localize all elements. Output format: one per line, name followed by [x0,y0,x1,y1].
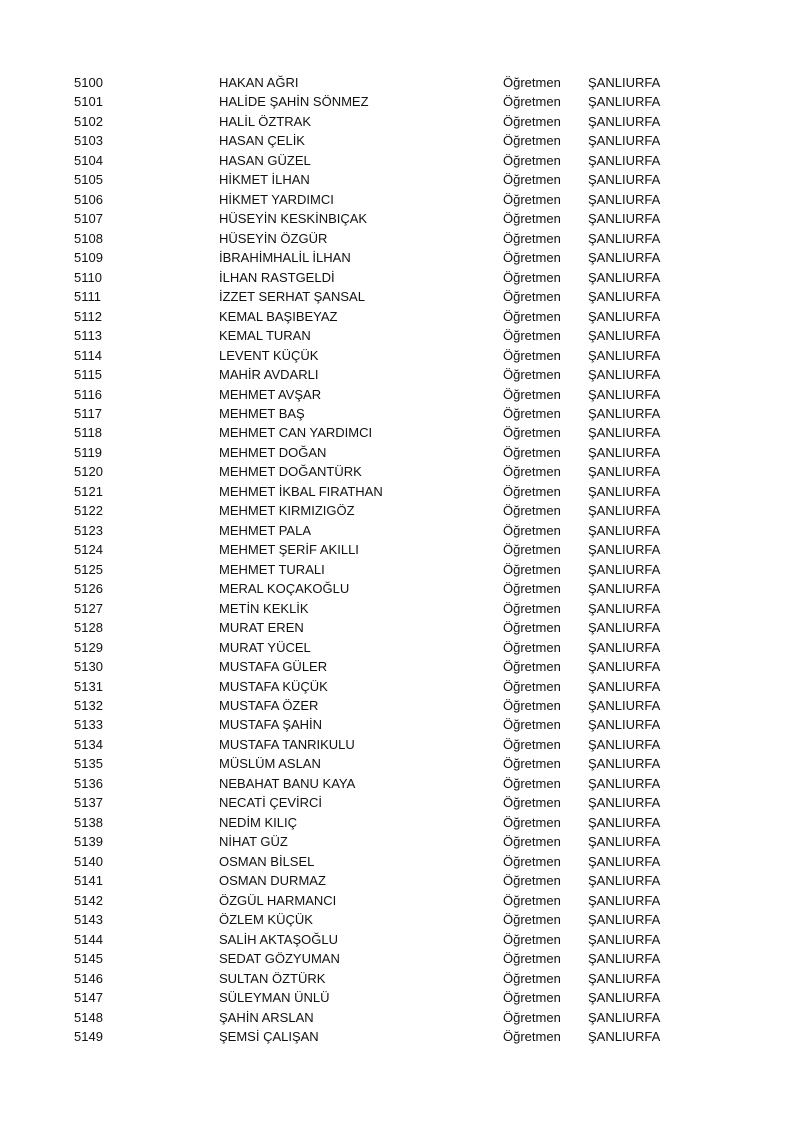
list-row [0,170,800,189]
person-city: ŞANLIURFA [588,444,661,460]
list-row [0,346,800,365]
person-role: Öğretmen [503,308,561,324]
person-name: ÖZLEM KÜÇÜK [219,912,313,928]
list-row [0,813,800,832]
person-role: Öğretmen [503,892,561,908]
person-city: ŞANLIURFA [588,522,661,538]
row-number: 5131 [74,678,103,694]
row-number: 5124 [74,542,103,558]
person-city: ŞANLIURFA [588,912,661,928]
person-name: NİHAT GÜZ [219,834,288,850]
person-name: MEHMET DOĞAN [219,444,327,460]
row-number: 5143 [74,912,103,928]
person-name: ŞAHİN ARSLAN [219,1009,314,1025]
list-row [0,268,800,287]
row-number: 5106 [74,191,103,207]
person-city: ŞANLIURFA [588,386,661,402]
person-role: Öğretmen [503,561,561,577]
person-name: MEHMET KIRMIZIGÖZ [219,503,355,519]
person-role: Öğretmen [503,172,561,188]
person-role: Öğretmen [503,522,561,538]
person-name: MAHİR AVDARLI [219,367,319,383]
person-city: ŞANLIURFA [588,931,661,947]
person-city: ŞANLIURFA [588,191,661,207]
list-row [0,112,800,131]
list-row [0,677,800,696]
person-role: Öğretmen [503,250,561,266]
row-number: 5100 [74,75,103,90]
person-role: Öğretmen [503,756,561,772]
row-number: 5107 [74,211,103,227]
list-row [0,229,800,248]
row-number: 5111 [74,289,101,305]
person-role: Öğretmen [503,444,561,460]
person-city: ŞANLIURFA [588,211,661,227]
person-role: Öğretmen [503,775,561,791]
list-row [0,969,800,988]
row-number: 5126 [74,581,103,597]
list-row [0,404,800,423]
person-role: Öğretmen [503,347,561,363]
list-row [0,1027,800,1046]
person-name: SÜLEYMAN ÜNLÜ [219,990,330,1006]
person-city: ŞANLIURFA [588,892,661,908]
person-role: Öğretmen [503,94,561,110]
list-row [0,190,800,209]
person-city: ŞANLIURFA [588,717,661,733]
row-number: 5123 [74,522,103,538]
person-city: ŞANLIURFA [588,269,661,285]
person-role: Öğretmen [503,542,561,558]
person-name: ÖZGÜL HARMANCI [219,892,337,908]
person-role: Öğretmen [503,717,561,733]
person-role: Öğretmen [503,367,561,383]
person-name: LEVENT KÜÇÜK [219,347,319,363]
list-row [0,482,800,501]
person-name: SALİH AKTAŞOĞLU [219,931,338,947]
row-number: 5144 [74,931,103,947]
row-number: 5116 [74,386,102,402]
row-number: 5138 [74,814,103,830]
person-name: NECATİ ÇEVİRCİ [219,795,323,811]
person-city: ŞANLIURFA [588,639,661,655]
list-row [0,307,800,326]
list-row [0,638,800,657]
person-role: Öğretmen [503,503,561,519]
row-number: 5117 [74,405,102,421]
person-role: Öğretmen [503,970,561,986]
row-number: 5102 [74,113,103,129]
person-name: MEHMET CAN YARDIMCI [219,425,373,441]
person-role: Öğretmen [503,386,561,402]
person-city: ŞANLIURFA [588,853,661,869]
row-number: 5103 [74,133,103,149]
person-role: Öğretmen [503,191,561,207]
person-city: ŞANLIURFA [588,873,661,889]
row-number: 5148 [74,1009,103,1025]
person-role: Öğretmen [503,639,561,655]
person-city: ŞANLIURFA [588,1009,661,1025]
person-name: KEMAL TURAN [219,328,311,344]
list-row [0,92,800,111]
list-row [0,73,800,92]
person-role: Öğretmen [503,113,561,129]
person-name: HAKAN AĞRI [219,75,299,90]
person-city: ŞANLIURFA [588,756,661,772]
list-row [0,1008,800,1027]
list-row [0,852,800,871]
person-role: Öğretmen [503,211,561,227]
row-number: 5115 [74,367,102,383]
list-row [0,988,800,1007]
row-number: 5112 [74,308,102,324]
list-row [0,462,800,481]
list-row [0,696,800,715]
person-city: ŞANLIURFA [588,990,661,1006]
person-role: Öğretmen [503,483,561,499]
person-name: NEBAHAT BANU KAYA [219,775,356,791]
person-name: NEDİM KILIÇ [219,814,298,830]
person-city: ŞANLIURFA [588,367,661,383]
person-role: Öğretmen [503,600,561,616]
list-row [0,599,800,618]
person-city: ŞANLIURFA [588,172,661,188]
list-row [0,715,800,734]
person-city: ŞANLIURFA [588,483,661,499]
person-city: ŞANLIURFA [588,113,661,129]
row-number: 5125 [74,561,103,577]
person-role: Öğretmen [503,912,561,928]
list-row [0,443,800,462]
list-row [0,209,800,228]
person-city: ŞANLIURFA [588,230,661,246]
person-role: Öğretmen [503,328,561,344]
person-city: ŞANLIURFA [588,970,661,986]
person-name: METİN KEKLİK [219,600,309,616]
person-city: ŞANLIURFA [588,775,661,791]
row-number: 5109 [74,250,103,266]
row-number: 5149 [74,1028,103,1044]
person-role: Öğretmen [503,834,561,850]
row-number: 5145 [74,951,103,967]
person-name: OSMAN BİLSEL [219,853,315,869]
list-row [0,891,800,910]
person-city: ŞANLIURFA [588,795,661,811]
person-name: HALİDE ŞAHİN SÖNMEZ [219,94,369,110]
person-role: Öğretmen [503,698,561,713]
row-number: 5127 [74,600,103,616]
list-row [0,579,800,598]
person-name: HALİL ÖZTRAK [219,113,311,129]
list-row [0,949,800,968]
person-name: İLHAN RASTGELDİ [219,269,335,285]
row-number: 5121 [74,483,103,499]
person-name: KEMAL BAŞIBEYAZ [219,308,338,324]
person-name: MEHMET AVŞAR [219,386,322,402]
person-city: ŞANLIURFA [588,405,661,421]
person-name: MEHMET TURALI [219,561,325,577]
list-row [0,832,800,851]
row-number: 5134 [74,736,103,752]
person-city: ŞANLIURFA [588,698,661,713]
list-row [0,560,800,579]
row-number: 5119 [74,444,102,460]
row-number: 5129 [74,639,103,655]
person-name: MUSTAFA KÜÇÜK [219,678,328,694]
person-role: Öğretmen [503,75,561,90]
person-name: MUSTAFA ÖZER [219,698,319,713]
person-name: MURAT YÜCEL [219,639,311,655]
person-city: ŞANLIURFA [588,834,661,850]
row-number: 5135 [74,756,103,772]
person-city: ŞANLIURFA [588,503,661,519]
list-row [0,754,800,773]
list-row [0,365,800,384]
person-name: MURAT EREN [219,620,304,636]
row-number: 5139 [74,834,103,850]
person-city: ŞANLIURFA [588,464,661,480]
person-name: OSMAN DURMAZ [219,873,326,889]
row-number: 5142 [74,892,103,908]
person-role: Öğretmen [503,269,561,285]
row-number: 5113 [74,328,102,344]
teacher-list [0,73,800,1046]
person-city: ŞANLIURFA [588,328,661,344]
person-city: ŞANLIURFA [588,600,661,616]
row-number: 5146 [74,970,103,986]
list-row [0,930,800,949]
person-role: Öğretmen [503,853,561,869]
row-number: 5128 [74,620,103,636]
person-city: ŞANLIURFA [588,250,661,266]
list-row [0,793,800,812]
person-role: Öğretmen [503,464,561,480]
person-role: Öğretmen [503,133,561,149]
row-number: 5130 [74,659,103,675]
person-city: ŞANLIURFA [588,659,661,675]
person-name: MEHMET ŞERİF AKILLI [219,542,359,558]
list-row [0,131,800,150]
person-name: MUSTAFA ŞAHİN [219,717,323,733]
person-city: ŞANLIURFA [588,75,661,90]
person-city: ŞANLIURFA [588,1028,661,1044]
list-row [0,521,800,540]
person-role: Öğretmen [503,659,561,675]
list-row [0,287,800,306]
person-name: MÜSLÜM ASLAN [219,756,321,772]
person-name: HİKMET YARDIMCI [219,191,334,207]
list-row [0,871,800,890]
row-number: 5132 [74,698,103,713]
person-city: ŞANLIURFA [588,289,661,305]
row-number: 5118 [74,425,102,441]
row-number: 5110 [74,269,102,285]
person-role: Öğretmen [503,873,561,889]
person-city: ŞANLIURFA [588,581,661,597]
person-city: ŞANLIURFA [588,133,661,149]
row-number: 5137 [74,795,103,811]
list-row [0,774,800,793]
person-city: ŞANLIURFA [588,678,661,694]
person-city: ŞANLIURFA [588,308,661,324]
person-name: HÜSEYİN ÖZGÜR [219,230,328,246]
list-row [0,326,800,345]
person-role: Öğretmen [503,152,561,168]
person-name: MEHMET İKBAL FIRATHAN [219,483,383,499]
row-number: 5141 [74,873,103,889]
person-role: Öğretmen [503,405,561,421]
person-city: ŞANLIURFA [588,152,661,168]
row-number: 5147 [74,990,103,1006]
person-city: ŞANLIURFA [588,94,661,110]
person-name: MUSTAFA GÜLER [219,659,328,675]
person-city: ŞANLIURFA [588,620,661,636]
list-row [0,910,800,929]
person-name: HASAN ÇELİK [219,133,305,149]
row-number: 5140 [74,853,103,869]
list-row [0,735,800,754]
row-number: 5105 [74,172,103,188]
row-number: 5133 [74,717,103,733]
person-role: Öğretmen [503,1009,561,1025]
person-name: SULTAN ÖZTÜRK [219,970,326,986]
person-name: İZZET SERHAT ŞANSAL [219,289,365,305]
person-role: Öğretmen [503,951,561,967]
person-role: Öğretmen [503,230,561,246]
list-row [0,618,800,637]
person-role: Öğretmen [503,736,561,752]
person-role: Öğretmen [503,931,561,947]
person-city: ŞANLIURFA [588,561,661,577]
list-row [0,248,800,267]
person-city: ŞANLIURFA [588,347,661,363]
list-row [0,657,800,676]
person-name: HİKMET İLHAN [219,172,310,188]
person-name: MUSTAFA TANRIKULU [219,736,355,752]
person-name: MERAL KOÇAKOĞLU [219,581,350,597]
list-row [0,385,800,404]
row-number: 5122 [74,503,103,519]
list-row [0,151,800,170]
person-city: ŞANLIURFA [588,425,661,441]
person-name: HÜSEYİN KESKİNBIÇAK [219,211,368,227]
person-name: MEHMET DOĞANTÜRK [219,464,362,480]
person-role: Öğretmen [503,1028,561,1044]
list-row [0,501,800,520]
list-row [0,423,800,442]
person-role: Öğretmen [503,795,561,811]
person-city: ŞANLIURFA [588,542,661,558]
row-number: 5104 [74,152,103,168]
person-city: ŞANLIURFA [588,736,661,752]
person-name: MEHMET BAŞ [219,405,305,421]
person-city: ŞANLIURFA [588,814,661,830]
row-number: 5136 [74,775,103,791]
person-city: ŞANLIURFA [588,951,661,967]
person-role: Öğretmen [503,990,561,1006]
row-number: 5114 [74,347,102,363]
list-row [0,540,800,559]
person-name: ŞEMSİ ÇALIŞAN [219,1028,319,1044]
person-name: HASAN GÜZEL [219,152,311,168]
person-name: MEHMET PALA [219,522,311,538]
person-name: İBRAHİMHALİL İLHAN [219,250,351,266]
person-name: SEDAT GÖZYUMAN [219,951,340,967]
row-number: 5108 [74,230,103,246]
person-role: Öğretmen [503,678,561,694]
row-number: 5120 [74,464,103,480]
person-role: Öğretmen [503,620,561,636]
person-role: Öğretmen [503,425,561,441]
person-role: Öğretmen [503,289,561,305]
row-number: 5101 [74,94,103,110]
person-role: Öğretmen [503,814,561,830]
person-role: Öğretmen [503,581,561,597]
